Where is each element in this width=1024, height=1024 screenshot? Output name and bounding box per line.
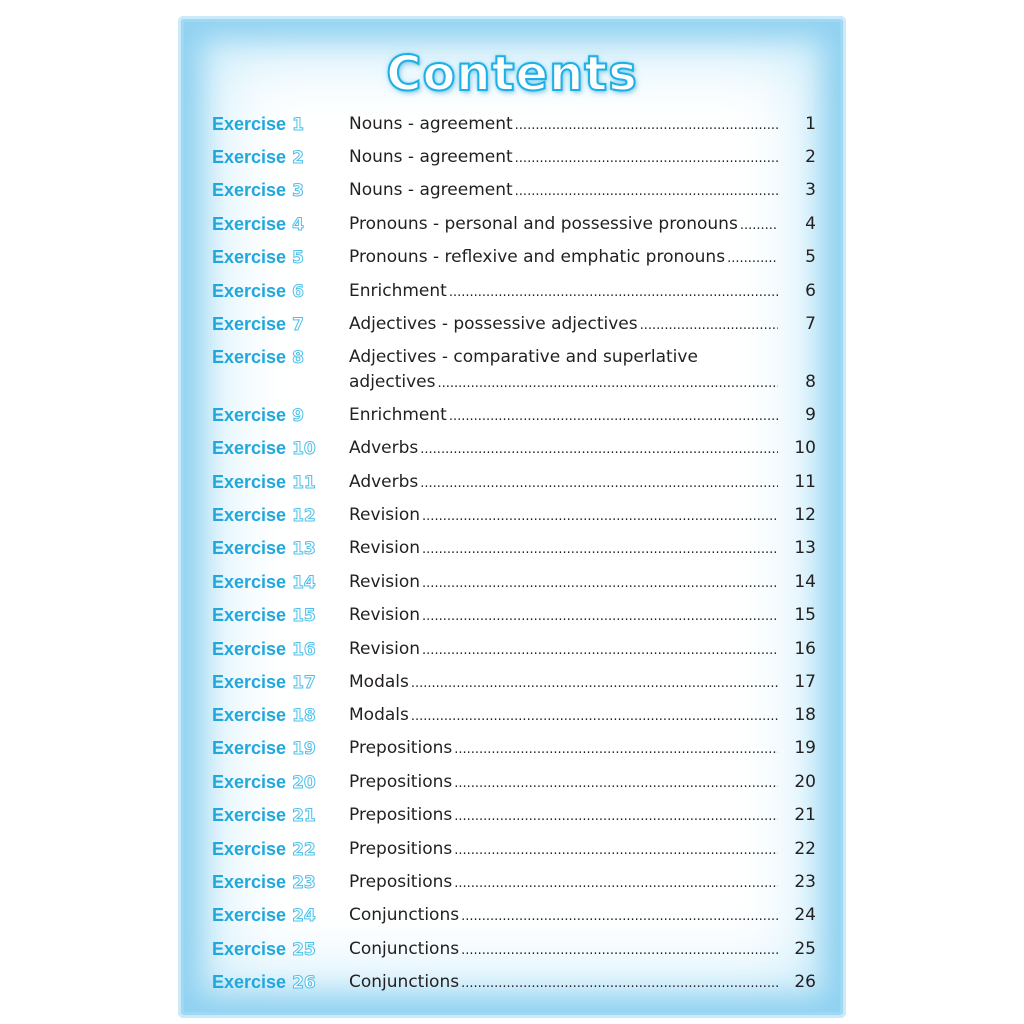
exercise-word: Exercise xyxy=(212,247,287,267)
topic-leader xyxy=(349,705,778,725)
dot-leader xyxy=(422,509,778,524)
exercise-label xyxy=(212,405,304,426)
page-number: 2 xyxy=(805,147,816,167)
exercise-number: 9 xyxy=(292,406,304,426)
topic-text: Revision xyxy=(349,572,421,592)
exercise-word: Exercise xyxy=(212,972,287,992)
topic-text-continued: adjectives xyxy=(349,372,436,392)
topic-text: Pronouns - reflexive and emphatic pronouns xyxy=(349,247,726,267)
exercise-word: Exercise xyxy=(212,314,287,334)
exercise-number: 18 xyxy=(292,706,316,726)
exercise-label xyxy=(212,538,316,559)
exercise-label xyxy=(212,639,316,660)
dot-leader xyxy=(449,285,778,300)
page-number: 1 xyxy=(805,114,816,134)
topic-text: Adjectives - possessive adjectives xyxy=(349,314,638,334)
exercise-number: 8 xyxy=(292,348,304,368)
topic-leader xyxy=(349,438,778,458)
exercise-label xyxy=(212,180,304,201)
exercise-number: 19 xyxy=(292,739,316,759)
exercise-label xyxy=(212,839,316,860)
exercise-number: 3 xyxy=(292,181,304,201)
exercise-word: Exercise xyxy=(212,538,287,558)
dot-leader xyxy=(515,151,778,166)
page-number: 25 xyxy=(794,939,816,959)
exercise-word: Exercise xyxy=(212,772,287,792)
exercise-label xyxy=(212,939,316,960)
exercise-word: Exercise xyxy=(212,281,287,301)
dot-leader xyxy=(515,118,778,133)
topic-text: Prepositions xyxy=(349,839,453,859)
topic-leader xyxy=(349,180,778,200)
topic-leader xyxy=(349,605,778,625)
dot-leader xyxy=(454,742,778,757)
exercise-label xyxy=(212,705,316,726)
exercise-number: 10 xyxy=(292,439,316,459)
page-number: 9 xyxy=(805,405,816,425)
dot-leader xyxy=(740,218,778,233)
exercise-word: Exercise xyxy=(212,872,287,892)
exercise-number: 11 xyxy=(292,473,316,493)
exercise-label xyxy=(212,347,304,368)
exercise-label xyxy=(212,872,316,893)
exercise-number: 24 xyxy=(292,906,316,926)
topic-text: Prepositions xyxy=(349,805,453,825)
exercise-number: 20 xyxy=(292,773,316,793)
dot-leader xyxy=(438,376,778,391)
topic-leader xyxy=(349,281,778,301)
dot-leader xyxy=(461,976,778,991)
exercise-number: 13 xyxy=(292,539,316,559)
exercise-label xyxy=(212,605,316,626)
topic-leader xyxy=(349,405,778,425)
exercise-label xyxy=(212,572,316,593)
page-number: 12 xyxy=(794,505,816,525)
exercise-word: Exercise xyxy=(212,639,287,659)
page-number: 5 xyxy=(805,247,816,267)
exercise-label xyxy=(212,972,316,993)
exercise-number: 15 xyxy=(292,606,316,626)
exercise-number: 7 xyxy=(292,315,304,335)
topic-text: Adverbs xyxy=(349,472,419,492)
exercise-label xyxy=(212,147,304,168)
exercise-label xyxy=(212,805,316,826)
exercise-word: Exercise xyxy=(212,672,287,692)
topic-leader xyxy=(349,472,778,492)
topic-text: Revision xyxy=(349,538,421,558)
topic-leader xyxy=(349,247,778,267)
dot-leader xyxy=(454,776,778,791)
exercise-label xyxy=(212,505,316,526)
topic-text: Conjunctions xyxy=(349,939,460,959)
exercise-label xyxy=(212,472,316,493)
exercise-number: 6 xyxy=(292,282,304,302)
topic-text: Conjunctions xyxy=(349,905,460,925)
topic-text: Modals xyxy=(349,705,409,725)
dot-leader xyxy=(515,184,778,199)
exercise-label xyxy=(212,905,316,926)
exercise-word: Exercise xyxy=(212,114,287,134)
page-number: 7 xyxy=(805,314,816,334)
exercise-word: Exercise xyxy=(212,214,287,234)
dot-leader xyxy=(422,643,778,658)
exercise-label xyxy=(212,772,316,793)
exercise-word: Exercise xyxy=(212,839,287,859)
page-number: 13 xyxy=(794,538,816,558)
page-number: 14 xyxy=(794,572,816,592)
topic-leader xyxy=(349,772,778,792)
exercise-label xyxy=(212,114,304,135)
dot-leader xyxy=(727,251,778,266)
exercise-word: Exercise xyxy=(212,180,287,200)
dot-leader xyxy=(411,676,778,691)
topic-leader xyxy=(349,839,778,859)
dot-leader xyxy=(461,943,778,958)
exercise-word: Exercise xyxy=(212,505,287,525)
page-number: 23 xyxy=(794,872,816,892)
exercise-word: Exercise xyxy=(212,939,287,959)
topic-text: Adjectives - comparative and superlative xyxy=(349,347,698,367)
exercise-number: 12 xyxy=(292,506,316,526)
topic-text: Prepositions xyxy=(349,738,453,758)
page-number: 18 xyxy=(794,705,816,725)
topic-leader xyxy=(349,805,778,825)
exercise-label xyxy=(212,247,304,268)
dot-leader xyxy=(422,609,778,624)
topic-leader xyxy=(349,214,778,234)
topic-leader xyxy=(349,905,778,925)
exercise-number: 26 xyxy=(292,973,316,993)
exercise-label xyxy=(212,738,316,759)
dot-leader xyxy=(461,909,778,924)
dot-leader xyxy=(420,476,778,491)
topic-leader xyxy=(349,314,778,334)
exercise-label xyxy=(212,438,316,459)
exercise-label xyxy=(212,214,304,235)
dot-leader xyxy=(454,876,778,891)
page-number: 15 xyxy=(794,605,816,625)
dot-leader xyxy=(422,576,778,591)
exercise-word: Exercise xyxy=(212,572,287,592)
topic-text: Modals xyxy=(349,672,409,692)
exercise-word: Exercise xyxy=(212,147,287,167)
exercise-number: 2 xyxy=(292,148,304,168)
exercise-number: 25 xyxy=(292,940,316,960)
topic-text: Adverbs xyxy=(349,438,419,458)
exercise-word: Exercise xyxy=(212,438,287,458)
exercise-word: Exercise xyxy=(212,405,287,425)
page-number: 19 xyxy=(794,738,816,758)
exercise-number: 23 xyxy=(292,873,316,893)
exercise-word: Exercise xyxy=(212,738,287,758)
dot-leader xyxy=(454,809,778,824)
exercise-number: 5 xyxy=(292,248,304,268)
topic-text: Nouns - agreement xyxy=(349,180,513,200)
exercise-number: 4 xyxy=(292,215,304,235)
page-number: 20 xyxy=(794,772,816,792)
exercise-number: 16 xyxy=(292,640,316,660)
page-number: 8 xyxy=(805,372,816,392)
page-number: 3 xyxy=(805,180,816,200)
topic-text: Revision xyxy=(349,505,421,525)
dot-leader xyxy=(422,542,778,557)
topic-leader xyxy=(349,872,778,892)
exercise-label xyxy=(212,314,304,335)
page-number: 21 xyxy=(794,805,816,825)
exercise-number: 22 xyxy=(292,840,316,860)
topic-leader xyxy=(349,505,778,525)
page-number: 22 xyxy=(794,839,816,859)
exercise-number: 14 xyxy=(292,573,316,593)
topic-text: Enrichment xyxy=(349,281,447,301)
page-number: 17 xyxy=(794,672,816,692)
topic-text: Pronouns - personal and possessive pronouns xyxy=(349,214,738,234)
topic-text: Revision xyxy=(349,639,421,659)
exercise-label xyxy=(212,672,316,693)
page-number: 24 xyxy=(794,905,816,925)
exercise-label xyxy=(212,281,304,302)
topic-text: Enrichment xyxy=(349,405,447,425)
topic-leader xyxy=(349,738,778,758)
page-title: Contents xyxy=(386,46,638,102)
exercise-word: Exercise xyxy=(212,347,287,367)
page-number: 26 xyxy=(794,972,816,992)
topic-leader xyxy=(349,147,778,167)
exercise-number: 17 xyxy=(292,673,316,693)
topic-leader xyxy=(349,572,778,592)
topic-leader xyxy=(349,939,778,959)
topic-leader xyxy=(349,114,778,134)
topic-leader xyxy=(349,972,778,992)
exercise-number: 21 xyxy=(292,806,316,826)
topic-text: Nouns - agreement xyxy=(349,114,513,134)
exercise-word: Exercise xyxy=(212,705,287,725)
topic-leader xyxy=(349,672,778,692)
dot-leader xyxy=(640,318,778,333)
topic-leader xyxy=(349,538,778,558)
topic-text: Prepositions xyxy=(349,772,453,792)
topic-text: Prepositions xyxy=(349,872,453,892)
exercise-word: Exercise xyxy=(212,605,287,625)
page-number: 6 xyxy=(805,281,816,301)
exercise-word: Exercise xyxy=(212,905,287,925)
exercise-number: 1 xyxy=(292,115,304,135)
topic-leader xyxy=(349,639,778,659)
exercise-word: Exercise xyxy=(212,472,287,492)
topic-text: Nouns - agreement xyxy=(349,147,513,167)
dot-leader xyxy=(411,709,778,724)
dot-leader xyxy=(449,409,778,424)
topic-text: Revision xyxy=(349,605,421,625)
topic-leader xyxy=(349,372,778,392)
page-number: 10 xyxy=(794,438,816,458)
page-number: 4 xyxy=(805,214,816,234)
page-number: 11 xyxy=(794,472,816,492)
dot-leader xyxy=(420,442,778,457)
topic-text: Conjunctions xyxy=(349,972,460,992)
exercise-word: Exercise xyxy=(212,805,287,825)
page-number: 16 xyxy=(794,639,816,659)
dot-leader xyxy=(454,843,778,858)
